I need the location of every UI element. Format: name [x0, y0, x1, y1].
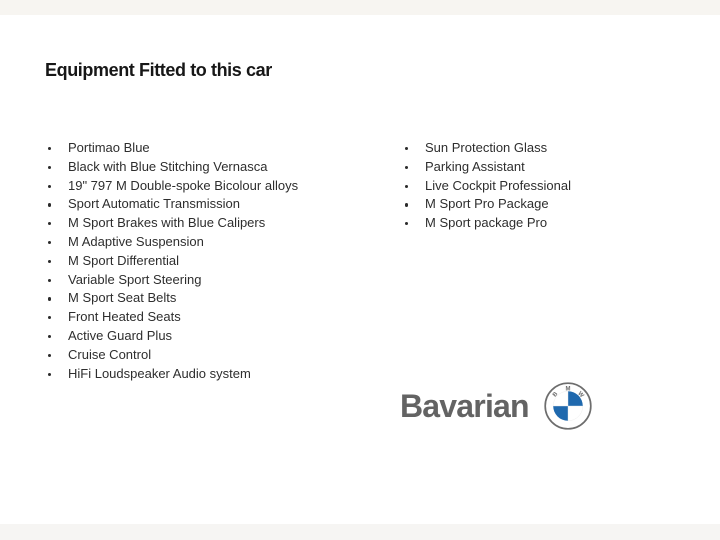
equipment-item: Portimao Blue: [45, 139, 402, 158]
dealer-name: Bavarian: [400, 387, 529, 424]
equipment-item: M Sport Differential: [45, 252, 402, 271]
bmw-roundel-icon: [544, 382, 592, 430]
equipment-item: Cruise Control: [45, 346, 402, 365]
equipment-item: Sun Protection Glass: [402, 139, 690, 158]
equipment-item: M Adaptive Suspension: [45, 233, 402, 252]
equipment-item: M Sport Seat Belts: [45, 289, 402, 308]
equipment-item: Parking Assistant: [402, 158, 690, 177]
equipment-item: 19" 797 M Double-spoke Bicolour alloys: [45, 177, 402, 196]
equipment-item: M Sport package Pro: [402, 214, 690, 233]
equipment-item: Sport Automatic Transmission: [45, 195, 402, 214]
equipment-item: Front Heated Seats: [45, 308, 402, 327]
page-title: Equipment Fitted to this car: [45, 60, 272, 80]
roundel-letter-b: B: [551, 391, 560, 399]
roundel-letter-m: M: [565, 386, 571, 393]
bottom-margin-band: [0, 524, 720, 540]
equipment-item: HiFi Loudspeaker Audio system: [45, 365, 402, 384]
equipment-columns: [45, 139, 690, 383]
equipment-item: M Sport Pro Package: [402, 195, 690, 214]
equipment-item: M Sport Brakes with Blue Calipers: [45, 214, 402, 233]
equipment-item: Active Guard Plus: [45, 327, 402, 346]
roundel-letter-w: W: [576, 390, 585, 400]
dealer-branding: [400, 381, 592, 431]
equipment-list-left: [45, 139, 402, 383]
equipment-item: Live Cockpit Professional: [402, 177, 690, 196]
equipment-list-right: [402, 139, 690, 383]
top-margin-band: [0, 0, 720, 15]
equipment-item: Black with Blue Stitching Vernasca: [45, 158, 402, 177]
equipment-item: Variable Sport Steering: [45, 271, 402, 290]
